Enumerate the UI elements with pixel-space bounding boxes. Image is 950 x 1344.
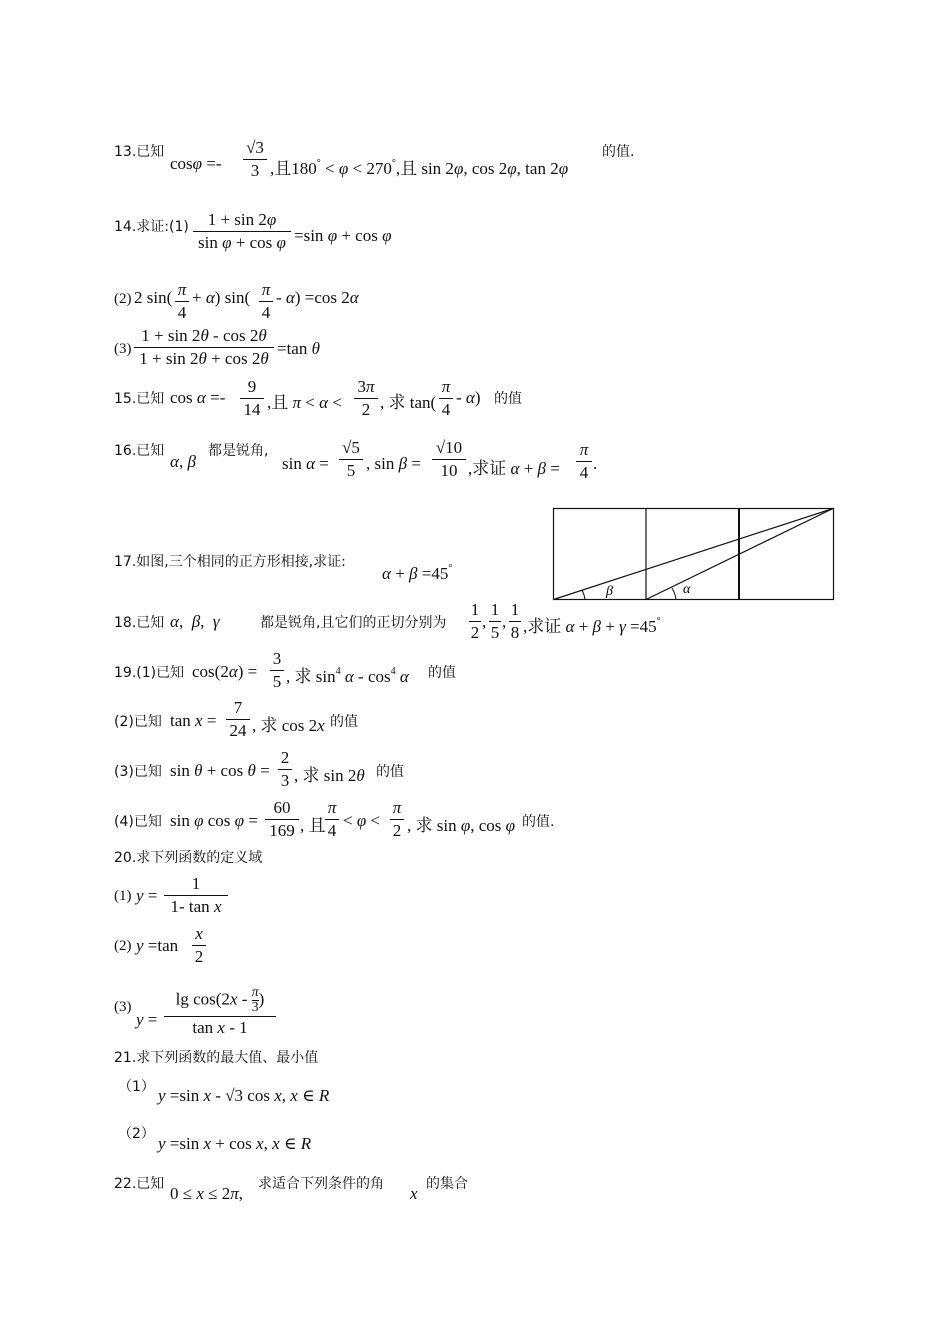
q16-prefix: 16.已知 — [114, 443, 165, 459]
alpha-label: α — [683, 582, 691, 597]
q19-s2: 的值 — [330, 714, 358, 730]
q20-i3: (3) — [114, 999, 132, 1015]
q22-suffix: 的集合 — [426, 1176, 468, 1192]
q21-title: 21.求下列函数的最大值、最小值 — [114, 1050, 319, 1066]
q19-p3: (3)已知 — [114, 764, 162, 780]
q19-p1: 19.(1)已知 — [114, 665, 185, 681]
q21-i1: （1） — [118, 1079, 155, 1095]
q19-p4: (4)已知 — [114, 814, 162, 830]
q19-s1: 的值 — [428, 665, 456, 681]
q20-i1: (1) — [114, 888, 132, 904]
q18-prefix: 18.已知 — [114, 615, 165, 631]
q13-prefix: 13.已知 — [114, 144, 165, 160]
q15-suffix: 的值 — [494, 391, 522, 407]
beta-label: β — [606, 584, 613, 599]
q21-i2: （2） — [118, 1126, 155, 1142]
q20-i2: (2) — [114, 938, 132, 954]
q22-mid: 求适合下列条件的角 — [258, 1176, 384, 1192]
q16-mid: 都是锐角, — [208, 443, 269, 459]
q15-prefix: 15.已知 — [114, 391, 165, 407]
q18-mid: 都是锐角,且它们的正切分别为 — [260, 615, 447, 631]
q22-prefix: 22.已知 — [114, 1176, 165, 1192]
q19-s3: 的值 — [376, 764, 404, 780]
q19-p2: (2)已知 — [114, 714, 162, 730]
q17-text: 17.如图,三个相同的正方形相接,求证: — [114, 554, 346, 570]
q19-s4: 的值. — [522, 814, 555, 830]
q13-suffix: 的值. — [602, 144, 635, 160]
three-squares-figure — [552, 507, 836, 602]
q20-title: 20.求下列函数的定义域 — [114, 850, 263, 866]
q14-prefix: 14.求证:(1) — [114, 219, 189, 235]
